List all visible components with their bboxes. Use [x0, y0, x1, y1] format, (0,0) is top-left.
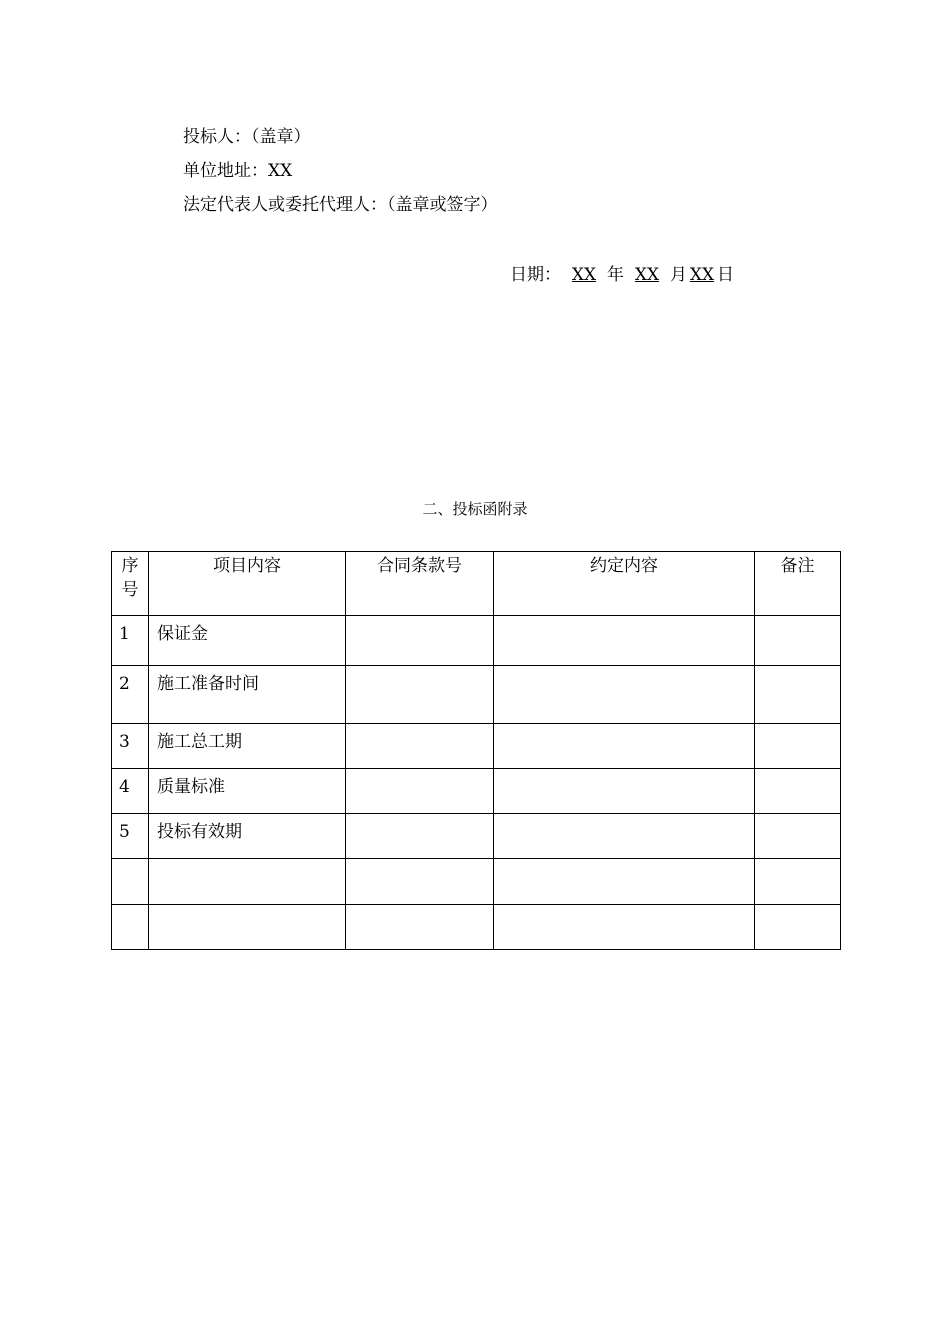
table-header-row [112, 552, 841, 616]
date-day-unit: 日 [717, 265, 734, 285]
table-row [112, 814, 841, 859]
row-agreed-cell[interactable] [494, 905, 755, 950]
row-remark-cell[interactable] [755, 616, 841, 666]
row-agreed-cell[interactable] [494, 616, 755, 666]
row-clause-cell[interactable] [346, 859, 494, 905]
table-row [112, 859, 841, 905]
table-row [112, 666, 841, 724]
table-row [112, 905, 841, 950]
row-agreed-cell[interactable] [494, 814, 755, 859]
row-clause-cell[interactable] [346, 616, 494, 666]
header-no: 序号 [112, 552, 149, 616]
row-clause-cell[interactable] [346, 769, 494, 814]
row-no: 1 [112, 616, 149, 666]
row-clause-cell[interactable] [346, 814, 494, 859]
table-row [112, 616, 841, 666]
header-item: 项目内容 [149, 552, 346, 616]
row-no [112, 905, 149, 950]
row-remark-cell[interactable] [755, 666, 841, 724]
date-month-unit: 月 [670, 265, 687, 285]
row-agreed-cell[interactable] [494, 666, 755, 724]
header-agreed: 约定内容 [494, 552, 755, 616]
table-row [112, 724, 841, 769]
header-remark: 备注 [755, 552, 841, 616]
section-title: 二、投标函附录 [422, 500, 528, 518]
date-year-unit: 年 [607, 265, 624, 285]
row-remark-cell[interactable] [755, 724, 841, 769]
row-no: 4 [112, 769, 149, 814]
row-no: 2 [112, 666, 149, 724]
header-clause: 合同条款号 [346, 552, 494, 616]
row-remark-cell[interactable] [755, 769, 841, 814]
bid-annex-table [111, 551, 841, 950]
date-year-field[interactable]: XX [571, 265, 597, 285]
date-label: 日期： [510, 265, 561, 285]
row-agreed-cell[interactable] [494, 769, 755, 814]
row-remark-cell[interactable] [755, 814, 841, 859]
row-item[interactable] [149, 905, 346, 950]
row-item: 施工总工期 [149, 724, 346, 769]
row-agreed-cell[interactable] [494, 859, 755, 905]
row-item[interactable] [149, 859, 346, 905]
row-item: 质量标准 [149, 769, 346, 814]
row-item: 施工准备时间 [149, 666, 346, 724]
row-item: 投标有效期 [149, 814, 346, 859]
date-month-field[interactable]: XX [634, 265, 660, 285]
address-line: 单位地址：XX [183, 161, 293, 181]
row-clause-cell[interactable] [346, 905, 494, 950]
row-item: 保证金 [149, 616, 346, 666]
row-remark-cell[interactable] [755, 859, 841, 905]
row-remark-cell[interactable] [755, 905, 841, 950]
bidder-line: 投标人：（盖章） [183, 127, 311, 147]
row-no [112, 859, 149, 905]
representative-line: 法定代表人或委托代理人：（盖章或签字） [183, 195, 498, 215]
table-row [112, 769, 841, 814]
row-no: 5 [112, 814, 149, 859]
row-clause-cell[interactable] [346, 724, 494, 769]
row-clause-cell[interactable] [346, 666, 494, 724]
row-agreed-cell[interactable] [494, 724, 755, 769]
date-day-field[interactable]: XX [689, 265, 715, 285]
date-line [510, 263, 734, 287]
row-no: 3 [112, 724, 149, 769]
